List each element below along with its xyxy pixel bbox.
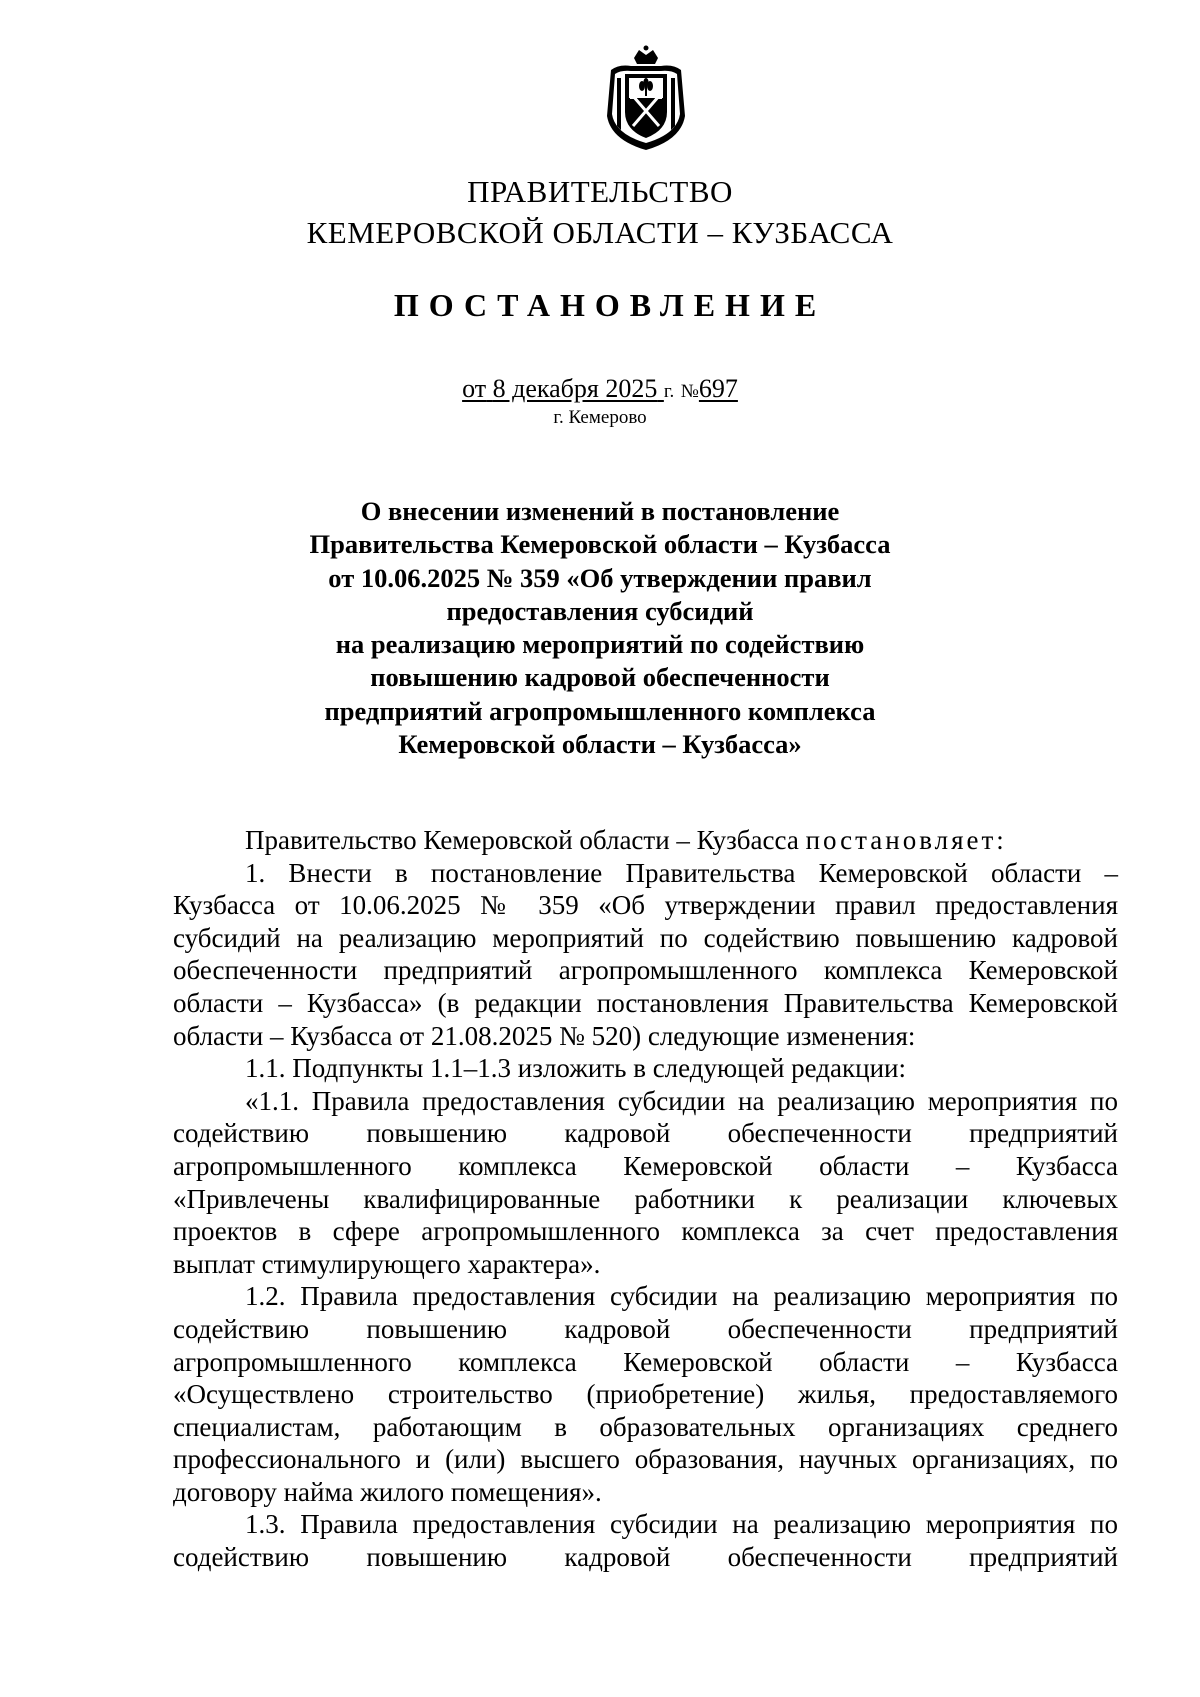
intro-text: Правительство Кемеровской области – Кузбасса: [245, 825, 799, 855]
document-type-heading: ПОСТАНОВЛЕНИЕ: [393, 287, 827, 323]
title-line: предприятий агропромышленного комплекса: [324, 695, 876, 726]
coat-of-arms-icon: [601, 44, 691, 154]
document-title: [0, 495, 1200, 761]
title-line: на реализацию мероприятий по содействию: [335, 629, 865, 660]
body-line: Кузбасса от 10.06.2025 № 359 «Об утверждении правил предоставления: [173, 890, 1118, 921]
body-line: «Осуществлено строительство (приобретение) жилья, предоставляемого: [173, 1379, 1118, 1410]
body-line: «1.1. Правила предоставления субсидии на реализацию мероприятия по: [245, 1085, 1118, 1116]
document-date: 8 декабря 2025: [492, 374, 658, 403]
body-line: 1.2. Правила предоставления субсидии на реализацию мероприятия по: [245, 1281, 1118, 1312]
body-line: содействию повышению кадровой обеспеченности предприятий: [173, 1313, 1118, 1344]
intro-resolves: постановляет:: [805, 825, 1007, 855]
body-line: договору найма жилого помещения».: [173, 1476, 602, 1507]
body-line: агропромышленного комплекса Кемеровской области – Кузбасса: [173, 1150, 1118, 1181]
body-line: проектов в сфере агропромышленного комплекса за счет предоставления: [173, 1216, 1118, 1247]
government-name-line1: ПРАВИТЕЛЬСТВО: [467, 174, 733, 209]
body-line: специалистам, работающим в образовательных организациях среднего: [173, 1411, 1118, 1442]
title-line: Кемеровской области – Кузбасса»: [398, 729, 802, 760]
date-number-line: [0, 374, 1200, 404]
body-line: 1.3. Правила предоставления субсидии на реализацию мероприятия по: [245, 1509, 1118, 1540]
date-suffix: г.: [663, 381, 675, 402]
document-number: 697: [698, 374, 738, 403]
body-line: содействию повышению кадровой обеспеченности предприятий: [173, 1118, 1118, 1149]
title-line: от 10.06.2025 № 359 «Об утверждении правил: [328, 562, 872, 593]
date-prefix: от: [462, 374, 487, 403]
title-line: повышению кадровой обеспеченности: [370, 662, 830, 693]
title-line: О внесении изменений в постановление: [360, 496, 840, 526]
number-sign: №: [680, 381, 699, 402]
body-line: области – Кузбасса от 21.08.2025 № 520) следующие изменения:: [173, 1020, 916, 1051]
body-line: области – Кузбасса» (в редакции постановления Правительства Кемеровской: [173, 987, 1118, 1018]
body-line: агропромышленного комплекса Кемеровской области – Кузбасса: [173, 1346, 1118, 1377]
government-name-line2: КЕМЕРОВСКОЙ ОБЛАСТИ – КУЗБАССА: [306, 215, 894, 250]
body-line: 1. Внести в постановление Правительства Кемеровской области –: [245, 857, 1118, 888]
title-line: предоставления субсидий: [446, 595, 754, 626]
body-line: «Привлечены квалифицированные работники к реализации ключевых: [173, 1183, 1118, 1214]
body-line: выплат стимулирующего характера».: [173, 1248, 601, 1279]
body-line: 1.1. Подпункты 1.1–1.3 изложить в следующей редакции:: [245, 1053, 906, 1084]
body-line: содействию повышению кадровой обеспеченности предприятий: [173, 1542, 1118, 1573]
body-line: обеспеченности предприятий агропромышленного комплекса Кемеровской: [173, 955, 1118, 986]
document-body: [173, 824, 1118, 1574]
document-city: г. Кемерово: [553, 407, 647, 428]
body-line: субсидий на реализацию мероприятий по содействию повышению кадровой: [173, 922, 1118, 953]
intro-paragraph: [173, 824, 1118, 857]
body-line: профессионального и (или) высшего образования, научных организациях, по: [173, 1444, 1118, 1475]
title-line: Правительства Кемеровской области – Кузбасса: [309, 529, 891, 560]
